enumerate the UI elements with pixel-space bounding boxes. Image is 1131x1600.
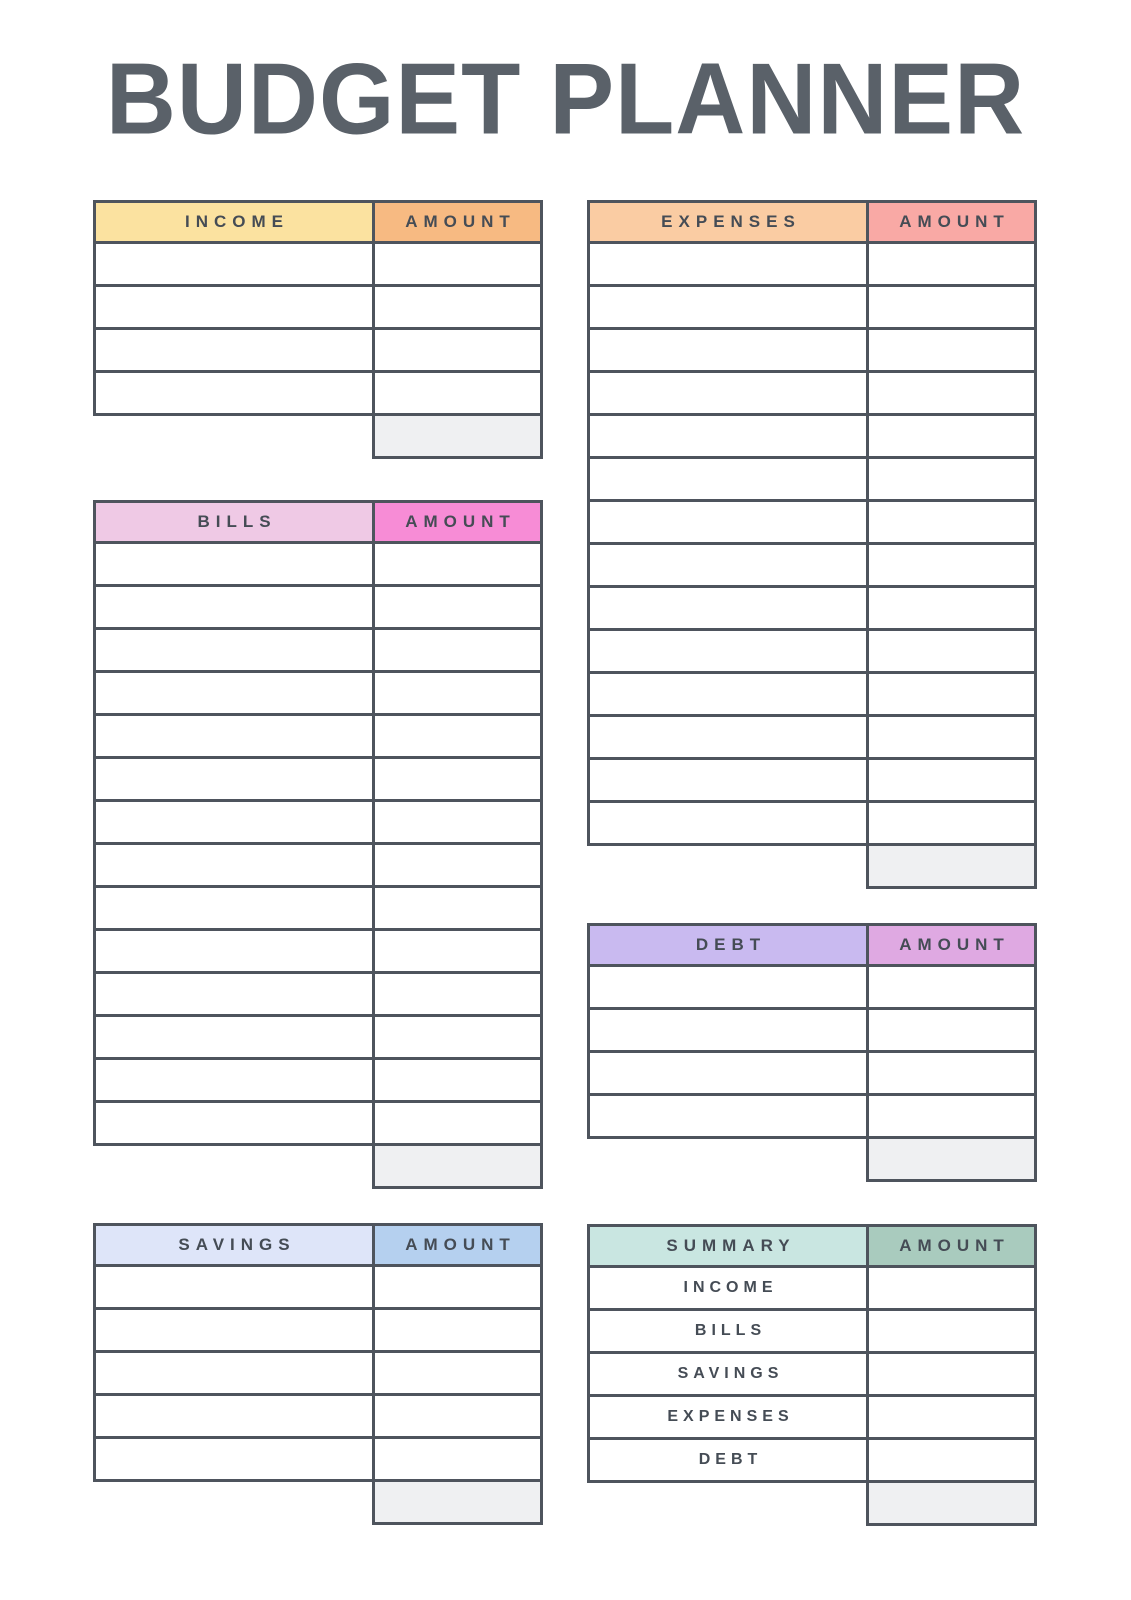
savings-row-name-cell[interactable]: [96, 1310, 375, 1350]
bills-row-amount-cell[interactable]: [375, 673, 540, 713]
bills-row-name-cell[interactable]: [96, 759, 375, 799]
expenses-row-name-cell[interactable]: [590, 803, 869, 843]
bills-row: [96, 627, 540, 670]
expenses-total-cell[interactable]: [866, 846, 1037, 889]
savings-row-name-cell[interactable]: [96, 1396, 375, 1436]
bills-row: [96, 799, 540, 842]
expenses-row-amount-cell[interactable]: [869, 588, 1034, 628]
debt-row-amount-cell[interactable]: [869, 967, 1034, 1007]
summary-table-header: [590, 1227, 1034, 1265]
savings-row-name-cell[interactable]: [96, 1267, 375, 1307]
bills-row: [96, 971, 540, 1014]
bills-row-name-cell[interactable]: [96, 845, 375, 885]
bills-row: [96, 584, 540, 627]
summary-row-name-cell[interactable]: EXPENSES: [590, 1397, 869, 1437]
expenses-row-amount-cell[interactable]: [869, 502, 1034, 542]
summary-header-cell: SUMMARY: [590, 1227, 869, 1265]
income-row-name-cell[interactable]: [96, 244, 375, 284]
bills-row-amount-cell[interactable]: [375, 1060, 540, 1100]
summary-row-amount-cell[interactable]: [869, 1268, 1034, 1308]
bills-row-name-cell[interactable]: [96, 544, 375, 584]
income-row-amount-cell[interactable]: [375, 287, 540, 327]
expenses-row-name-cell[interactable]: [590, 545, 869, 585]
summary-row-amount-cell[interactable]: [869, 1440, 1034, 1480]
expenses-header-cell: EXPENSES: [590, 203, 869, 241]
debt-amount-header-cell: AMOUNT: [869, 926, 1034, 964]
debt-row: [590, 1007, 1034, 1050]
summary-row-name-cell[interactable]: SAVINGS: [590, 1354, 869, 1394]
income-total-cell[interactable]: [372, 416, 543, 459]
expenses-row-name-cell[interactable]: [590, 330, 869, 370]
expenses-row-name-cell[interactable]: [590, 588, 869, 628]
income-row-name-cell[interactable]: [96, 330, 375, 370]
summary-row-amount-cell[interactable]: [869, 1311, 1034, 1351]
savings-row: [96, 1393, 540, 1436]
savings-row: [96, 1350, 540, 1393]
debt-row-amount-cell[interactable]: [869, 1096, 1034, 1136]
savings-row-name-cell[interactable]: [96, 1353, 375, 1393]
expenses-row-amount-cell[interactable]: [869, 803, 1034, 843]
expenses-row: [590, 456, 1034, 499]
income-row: [96, 327, 540, 370]
bills-row: [96, 842, 540, 885]
savings-row-amount-cell[interactable]: [375, 1310, 540, 1350]
bills-row-amount-cell[interactable]: [375, 630, 540, 670]
bills-row-name-cell[interactable]: [96, 1017, 375, 1057]
income-row-name-cell[interactable]: [96, 373, 375, 413]
bills-row: [96, 1014, 540, 1057]
expenses-row: [590, 628, 1034, 671]
bills-row: [96, 928, 540, 971]
debt-row-amount-cell[interactable]: [869, 1010, 1034, 1050]
debt-row-name-cell[interactable]: [590, 1096, 869, 1136]
expenses-row-amount-cell[interactable]: [869, 760, 1034, 800]
bills-row-name-cell[interactable]: [96, 673, 375, 713]
debt-table-header: [590, 926, 1034, 964]
bills-row-amount-cell[interactable]: [375, 544, 540, 584]
savings-total-cell[interactable]: [372, 1482, 543, 1525]
expenses-row: [590, 284, 1034, 327]
expenses-row-amount-cell[interactable]: [869, 717, 1034, 757]
expenses-row: [590, 370, 1034, 413]
expenses-row: [590, 542, 1034, 585]
expenses-row-amount-cell[interactable]: [869, 459, 1034, 499]
bills-row-amount-cell[interactable]: [375, 888, 540, 928]
expenses-row-name-cell[interactable]: [590, 674, 869, 714]
expenses-row-amount-cell[interactable]: [869, 373, 1034, 413]
debt-row-name-cell[interactable]: [590, 1010, 869, 1050]
expenses-row: [590, 499, 1034, 542]
summary-row-amount-cell[interactable]: [869, 1354, 1034, 1394]
bills-row-name-cell[interactable]: [96, 974, 375, 1014]
expenses-row-name-cell[interactable]: [590, 459, 869, 499]
debt-row: [590, 964, 1034, 1007]
savings-row-amount-cell[interactable]: [375, 1396, 540, 1436]
debt-row-name-cell[interactable]: [590, 967, 869, 1007]
bills-row-name-cell[interactable]: [96, 931, 375, 971]
income-row-amount-cell[interactable]: [375, 330, 540, 370]
bills-row-amount-cell[interactable]: [375, 716, 540, 756]
debt-total-cell[interactable]: [866, 1139, 1037, 1182]
summary-row: [590, 1394, 1034, 1437]
bills-total-cell[interactable]: [372, 1146, 543, 1189]
summary-row-name-cell[interactable]: DEBT: [590, 1440, 869, 1480]
expenses-row-amount-cell[interactable]: [869, 244, 1034, 284]
expenses-table: [587, 200, 1037, 889]
expenses-row-amount-cell[interactable]: [869, 674, 1034, 714]
expenses-row-name-cell[interactable]: [590, 502, 869, 542]
bills-row-name-cell[interactable]: [96, 630, 375, 670]
summary-row-name-cell[interactable]: INCOME: [590, 1268, 869, 1308]
income-amount-header-cell: AMOUNT: [375, 203, 540, 241]
savings-row: [96, 1307, 540, 1350]
bills-row: [96, 670, 540, 713]
debt-header-cell: DEBT: [590, 926, 869, 964]
savings-row: [96, 1436, 540, 1479]
summary-row: [590, 1437, 1034, 1480]
summary-total-cell[interactable]: [866, 1483, 1037, 1526]
debt-row-amount-cell[interactable]: [869, 1053, 1034, 1093]
expenses-row-amount-cell[interactable]: [869, 287, 1034, 327]
bills-row-name-cell[interactable]: [96, 587, 375, 627]
savings-row: [96, 1264, 540, 1307]
bills-row: [96, 1100, 540, 1143]
bills-header-cell: BILLS: [96, 503, 375, 541]
expenses-row-name-cell[interactable]: [590, 631, 869, 671]
summary-row-amount-cell[interactable]: [869, 1397, 1034, 1437]
expenses-row: [590, 241, 1034, 284]
summary-table: [587, 1224, 1037, 1526]
bills-amount-header-cell: AMOUNT: [375, 503, 540, 541]
income-row: [96, 370, 540, 413]
expenses-row: [590, 413, 1034, 456]
summary-row: [590, 1308, 1034, 1351]
summary-row: [590, 1265, 1034, 1308]
bills-row-amount-cell[interactable]: [375, 587, 540, 627]
expenses-row-name-cell[interactable]: [590, 416, 869, 456]
income-row-amount-cell[interactable]: [375, 373, 540, 413]
bills-row-name-cell[interactable]: [96, 802, 375, 842]
bills-row-name-cell[interactable]: [96, 1060, 375, 1100]
debt-row-name-cell[interactable]: [590, 1053, 869, 1093]
debt-row: [590, 1050, 1034, 1093]
expenses-table-header: [590, 203, 1034, 241]
bills-row-amount-cell[interactable]: [375, 759, 540, 799]
bills-row-amount-cell[interactable]: [375, 802, 540, 842]
expenses-row-amount-cell[interactable]: [869, 330, 1034, 370]
bills-table: [93, 500, 543, 1189]
savings-amount-header-cell: AMOUNT: [375, 1226, 540, 1264]
expenses-row-name-cell[interactable]: [590, 717, 869, 757]
bills-row-amount-cell[interactable]: [375, 974, 540, 1014]
bills-row: [96, 1057, 540, 1100]
income-header-cell: INCOME: [96, 203, 375, 241]
bills-row-amount-cell[interactable]: [375, 931, 540, 971]
savings-table: [93, 1223, 543, 1525]
bills-row-name-cell[interactable]: [96, 716, 375, 756]
expenses-row-name-cell[interactable]: [590, 760, 869, 800]
income-table-header: [96, 203, 540, 241]
bills-row: [96, 541, 540, 584]
bills-row-amount-cell[interactable]: [375, 1017, 540, 1057]
savings-row-amount-cell[interactable]: [375, 1439, 540, 1479]
expenses-row: [590, 671, 1034, 714]
debt-table: [587, 923, 1037, 1182]
expenses-row-name-cell[interactable]: [590, 287, 869, 327]
income-row: [96, 241, 540, 284]
income-table: [93, 200, 543, 459]
expenses-row: [590, 800, 1034, 843]
bills-row-name-cell[interactable]: [96, 888, 375, 928]
bills-row-name-cell[interactable]: [96, 1103, 375, 1143]
bills-row: [96, 756, 540, 799]
expenses-row-name-cell[interactable]: [590, 244, 869, 284]
income-row-amount-cell[interactable]: [375, 244, 540, 284]
bills-table-header: [96, 503, 540, 541]
income-row: [96, 284, 540, 327]
summary-amount-header-cell: AMOUNT: [869, 1227, 1034, 1265]
expenses-row-amount-cell[interactable]: [869, 631, 1034, 671]
savings-row-name-cell[interactable]: [96, 1439, 375, 1479]
page-title: BUDGET PLANNER: [105, 41, 1026, 156]
expenses-row-amount-cell[interactable]: [869, 416, 1034, 456]
bills-row: [96, 713, 540, 756]
expenses-row: [590, 585, 1034, 628]
expenses-row-amount-cell[interactable]: [869, 545, 1034, 585]
savings-table-header: [96, 1226, 540, 1264]
bills-row-amount-cell[interactable]: [375, 845, 540, 885]
expenses-row: [590, 327, 1034, 370]
income-row-name-cell[interactable]: [96, 287, 375, 327]
bills-row: [96, 885, 540, 928]
expenses-amount-header-cell: AMOUNT: [869, 203, 1034, 241]
summary-row-name-cell[interactable]: BILLS: [590, 1311, 869, 1351]
debt-row: [590, 1093, 1034, 1136]
savings-header-cell: SAVINGS: [96, 1226, 375, 1264]
bills-row-amount-cell[interactable]: [375, 1103, 540, 1143]
savings-row-amount-cell[interactable]: [375, 1353, 540, 1393]
summary-row: [590, 1351, 1034, 1394]
savings-row-amount-cell[interactable]: [375, 1267, 540, 1307]
expenses-row: [590, 714, 1034, 757]
expenses-row: [590, 757, 1034, 800]
expenses-row-name-cell[interactable]: [590, 373, 869, 413]
